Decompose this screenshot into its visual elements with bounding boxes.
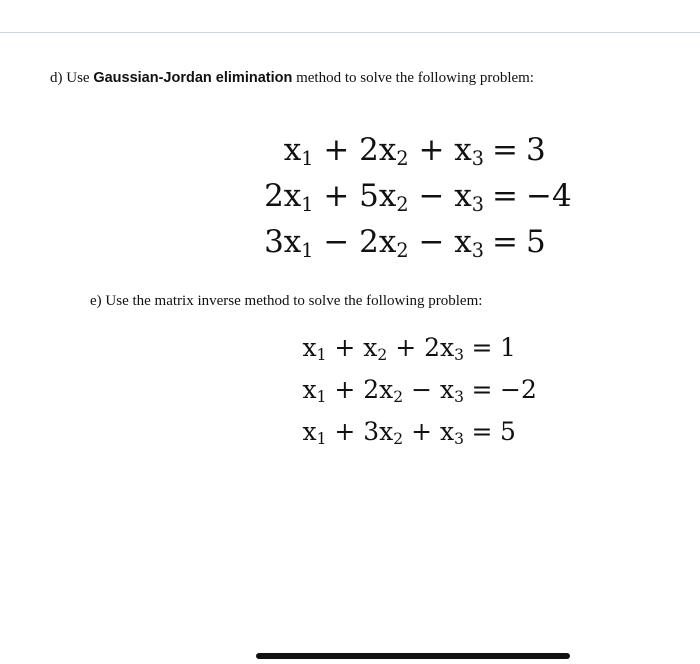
- equals-sign: =: [471, 375, 493, 404]
- subscript-index: 1: [316, 345, 327, 364]
- equation-rhs: 1: [500, 333, 516, 362]
- subscript-index: 3: [471, 146, 484, 170]
- equation-term: − x: [408, 178, 472, 214]
- subscript-index: 2: [377, 345, 388, 364]
- equation-term: + 3x: [326, 417, 394, 446]
- equals-sign: =: [471, 417, 493, 446]
- problem-d-equation-system: [220, 132, 572, 270]
- equation-term: x: [302, 333, 317, 362]
- problem-d-suffix: method to solve the following problem:: [292, 70, 534, 86]
- equation-rhs: 5: [500, 417, 516, 446]
- subscript-index: 1: [316, 429, 327, 448]
- equation-lhs: [262, 417, 464, 446]
- equation-term: + x: [326, 333, 378, 362]
- subscript-index: 3: [454, 387, 464, 406]
- subscript-index: 3: [454, 429, 464, 448]
- equals-sign: =: [492, 224, 518, 260]
- subscript-index: 2: [393, 387, 404, 406]
- subscript-index: 2: [393, 429, 404, 448]
- equation-term: x: [302, 417, 317, 446]
- problem-d-prefix: d) Use: [50, 70, 94, 86]
- equation-row: [220, 132, 572, 178]
- subscript-index: 3: [471, 238, 484, 262]
- equation-term: + x: [408, 132, 472, 168]
- top-divider: [0, 32, 700, 33]
- subscript-index: 1: [301, 238, 314, 262]
- equation-rhs: 3: [526, 132, 546, 168]
- equation-row: [220, 178, 572, 224]
- subscript-index: 3: [471, 192, 484, 216]
- equation-lhs: [220, 178, 484, 214]
- equation-term: x: [302, 375, 317, 404]
- equation-row: [220, 224, 572, 270]
- equation-lhs: [262, 333, 464, 362]
- problem-e-equation-system: [262, 333, 537, 459]
- equation-term: 2x: [264, 178, 302, 214]
- equation-term: + 2x: [313, 132, 397, 168]
- problem-d-instruction: [50, 70, 534, 87]
- equation-rhs: 5: [526, 224, 546, 260]
- subscript-index: 2: [396, 238, 409, 262]
- equation-lhs: [262, 375, 464, 404]
- subscript-index: 2: [396, 146, 409, 170]
- subscript-index: 1: [316, 387, 327, 406]
- equals-sign: =: [492, 132, 518, 168]
- home-indicator[interactable]: [256, 653, 570, 659]
- equals-sign: =: [492, 178, 518, 214]
- equation-term: − x: [403, 375, 455, 404]
- equals-sign: =: [471, 333, 493, 362]
- equation-rhs: −4: [526, 178, 572, 214]
- equation-rhs: −2: [500, 375, 537, 404]
- problem-e-instruction: e) Use the matrix inverse method to solve the following problem:: [90, 293, 483, 309]
- equation-row: [262, 375, 537, 417]
- equation-term: x: [283, 132, 302, 168]
- equation-term: + x: [403, 417, 455, 446]
- equation-term: + 2x: [326, 375, 394, 404]
- problem-d-method: Gaussian-Jordan elimination: [93, 70, 293, 86]
- equation-lhs: [220, 224, 484, 260]
- subscript-index: 3: [454, 345, 464, 364]
- subscript-index: 2: [396, 192, 409, 216]
- subscript-index: 1: [301, 146, 314, 170]
- equation-row: [262, 333, 537, 375]
- equation-term: − 2x: [313, 224, 397, 260]
- equation-term: + 5x: [313, 178, 397, 214]
- equation-term: − x: [408, 224, 472, 260]
- equation-row: [262, 417, 537, 459]
- subscript-index: 1: [301, 192, 314, 216]
- equation-term: 3x: [264, 224, 302, 260]
- equation-term: + 2x: [387, 333, 455, 362]
- equation-lhs: [220, 132, 484, 168]
